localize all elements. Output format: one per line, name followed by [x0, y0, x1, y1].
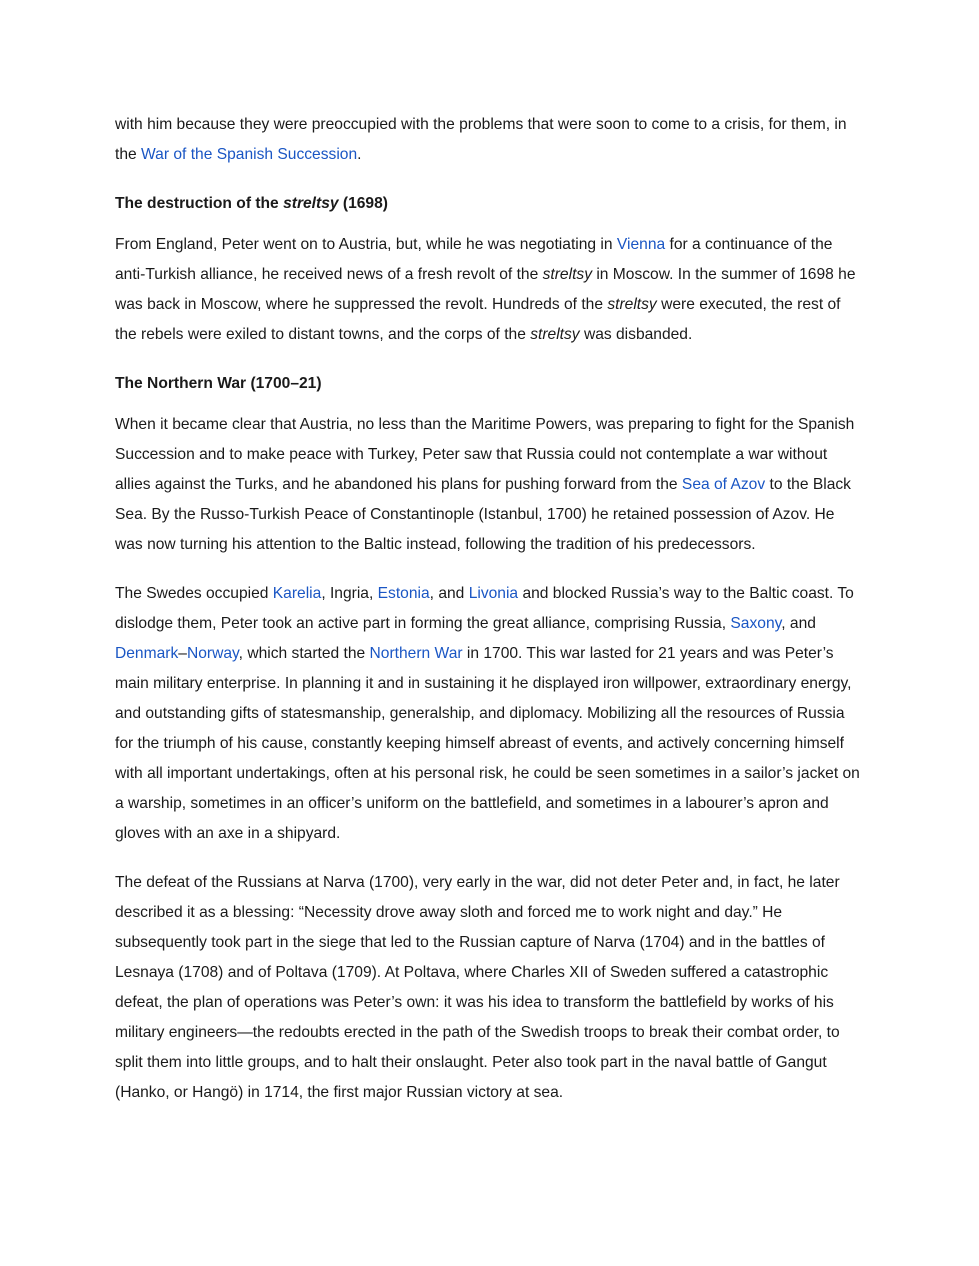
- paragraph-streltsy-revolt: [115, 230, 863, 350]
- paragraph-swedes-occupied: [115, 579, 863, 849]
- heading-text: The destruction of the: [115, 195, 284, 212]
- text-run: for a continuance of the anti-Turkish alliance, he received news of a fresh revolt of the: [115, 236, 833, 283]
- text-run: The defeat of the Russians at Narva (1700), very early in the war, did not deter Peter and, in fact, he later described it as a blessing: “Necessity drove away sloth and forced me to work night and day.” He subsequently took part in the siege that led to the Russian capture of Narva (1704) and in the battles of Lesnaya (1708) and of Poltava (1709). At Poltava, where Charles XII of Sweden suffered a catastrophic defeat, the plan of operations was Peter’s own: it was his idea to transform the battlefield by works of his military engineers—the redoubts erected in the path of the Swedish troops to break their combat order, to split them into little groups, and to halt their onslaught. Peter also took part in the naval battle of Gangut (Hanko, or Hangö) in 1714, the first major Russian victory at sea.: [115, 874, 840, 1101]
- paragraph-maritime-powers: [115, 410, 863, 560]
- text-run: From England, Peter went on to Austria, but, while he was negotiating in: [115, 236, 617, 253]
- link-war-of-spanish-succession[interactable]: War of the Spanish Succession: [141, 146, 358, 163]
- text-run: in Moscow. In the summer of 1698 he was back in Moscow, where he suppressed the revolt. Hundreds of the: [115, 266, 856, 313]
- link-saxony[interactable]: Saxony: [730, 615, 782, 632]
- link-denmark[interactable]: Denmark: [115, 645, 179, 662]
- paragraph-spanish-succession: [115, 110, 863, 170]
- link-estonia[interactable]: Estonia: [377, 585, 430, 602]
- link-livonia[interactable]: Livonia: [468, 585, 519, 602]
- document-page: [115, 110, 863, 1127]
- text-run: When it became clear that Austria, no less than the Maritime Powers, was preparing to fight for the Spanish Succession and to make peace with Turkey, Peter saw that Russia could not contemplate a war without allies against the Turks, and he abandoned his plans for pushing forward from the: [115, 416, 855, 493]
- link-karelia[interactable]: Karelia: [272, 585, 322, 602]
- link-vienna[interactable]: Vienna: [616, 236, 666, 253]
- link-norway[interactable]: Norway: [186, 645, 239, 662]
- text-run: The Swedes occupied: [115, 585, 273, 602]
- section-heading-streltsy: [115, 189, 863, 219]
- text-run: were executed, the rest of the rebels were exiled to distant towns, and the corps of the: [115, 296, 841, 343]
- text-run: and blocked Russia’s way to the Baltic coast. To dislodge them, Peter took an active part in forming the great alliance, comprising Russia,: [115, 585, 854, 632]
- paragraph-narva-poltava: [115, 868, 863, 1108]
- link-sea-of-azov[interactable]: Sea of Azov: [681, 476, 766, 493]
- italic-term: streltsy: [607, 296, 657, 313]
- heading-text: (1698): [338, 195, 388, 212]
- heading-italic: streltsy: [283, 195, 339, 212]
- text-run: , and: [429, 585, 469, 602]
- text-run: , and: [781, 615, 816, 632]
- text-run: .: [357, 146, 362, 163]
- text-run: in 1700. This war lasted for 21 years and was Peter’s main military enterprise. In planning it and in sustaining it he displayed iron willpower, extraordinary energy, and outstanding gifts of statesmanship, generalship, and diplomacy. Mobilizing all the resources of Russia for the triumph of his cause, constantly keeping himself abreast of events, and actively concerning himself with all important undertakings, often at his personal risk, he could be seen sometimes in a sailor’s jacket on a warship, sometimes in an officer’s uniform on the battlefield, and sometimes in a labourer’s apron and gloves with an axe in a shipyard.: [115, 645, 860, 842]
- section-heading-northern-war: The Northern War (1700–21): [115, 375, 322, 392]
- link-northern-war[interactable]: Northern War: [369, 645, 463, 662]
- italic-term: streltsy: [530, 326, 580, 343]
- text-run: was disbanded.: [579, 326, 693, 343]
- text-run: to the Black Sea. By the Russo-Turkish Peace of Constantinople (Istanbul, 1700) he retained possession of Azov. He was now turning his attention to the Baltic instead, following the tradition of his predecessors.: [115, 476, 851, 553]
- text-run: –: [178, 645, 187, 662]
- text-run: with him because they were preoccupied with the problems that were soon to come to a crisis, for them, in the: [115, 116, 847, 163]
- italic-term: streltsy: [542, 266, 592, 283]
- text-run: , which started the: [238, 645, 370, 662]
- text-run: , Ingria,: [321, 585, 378, 602]
